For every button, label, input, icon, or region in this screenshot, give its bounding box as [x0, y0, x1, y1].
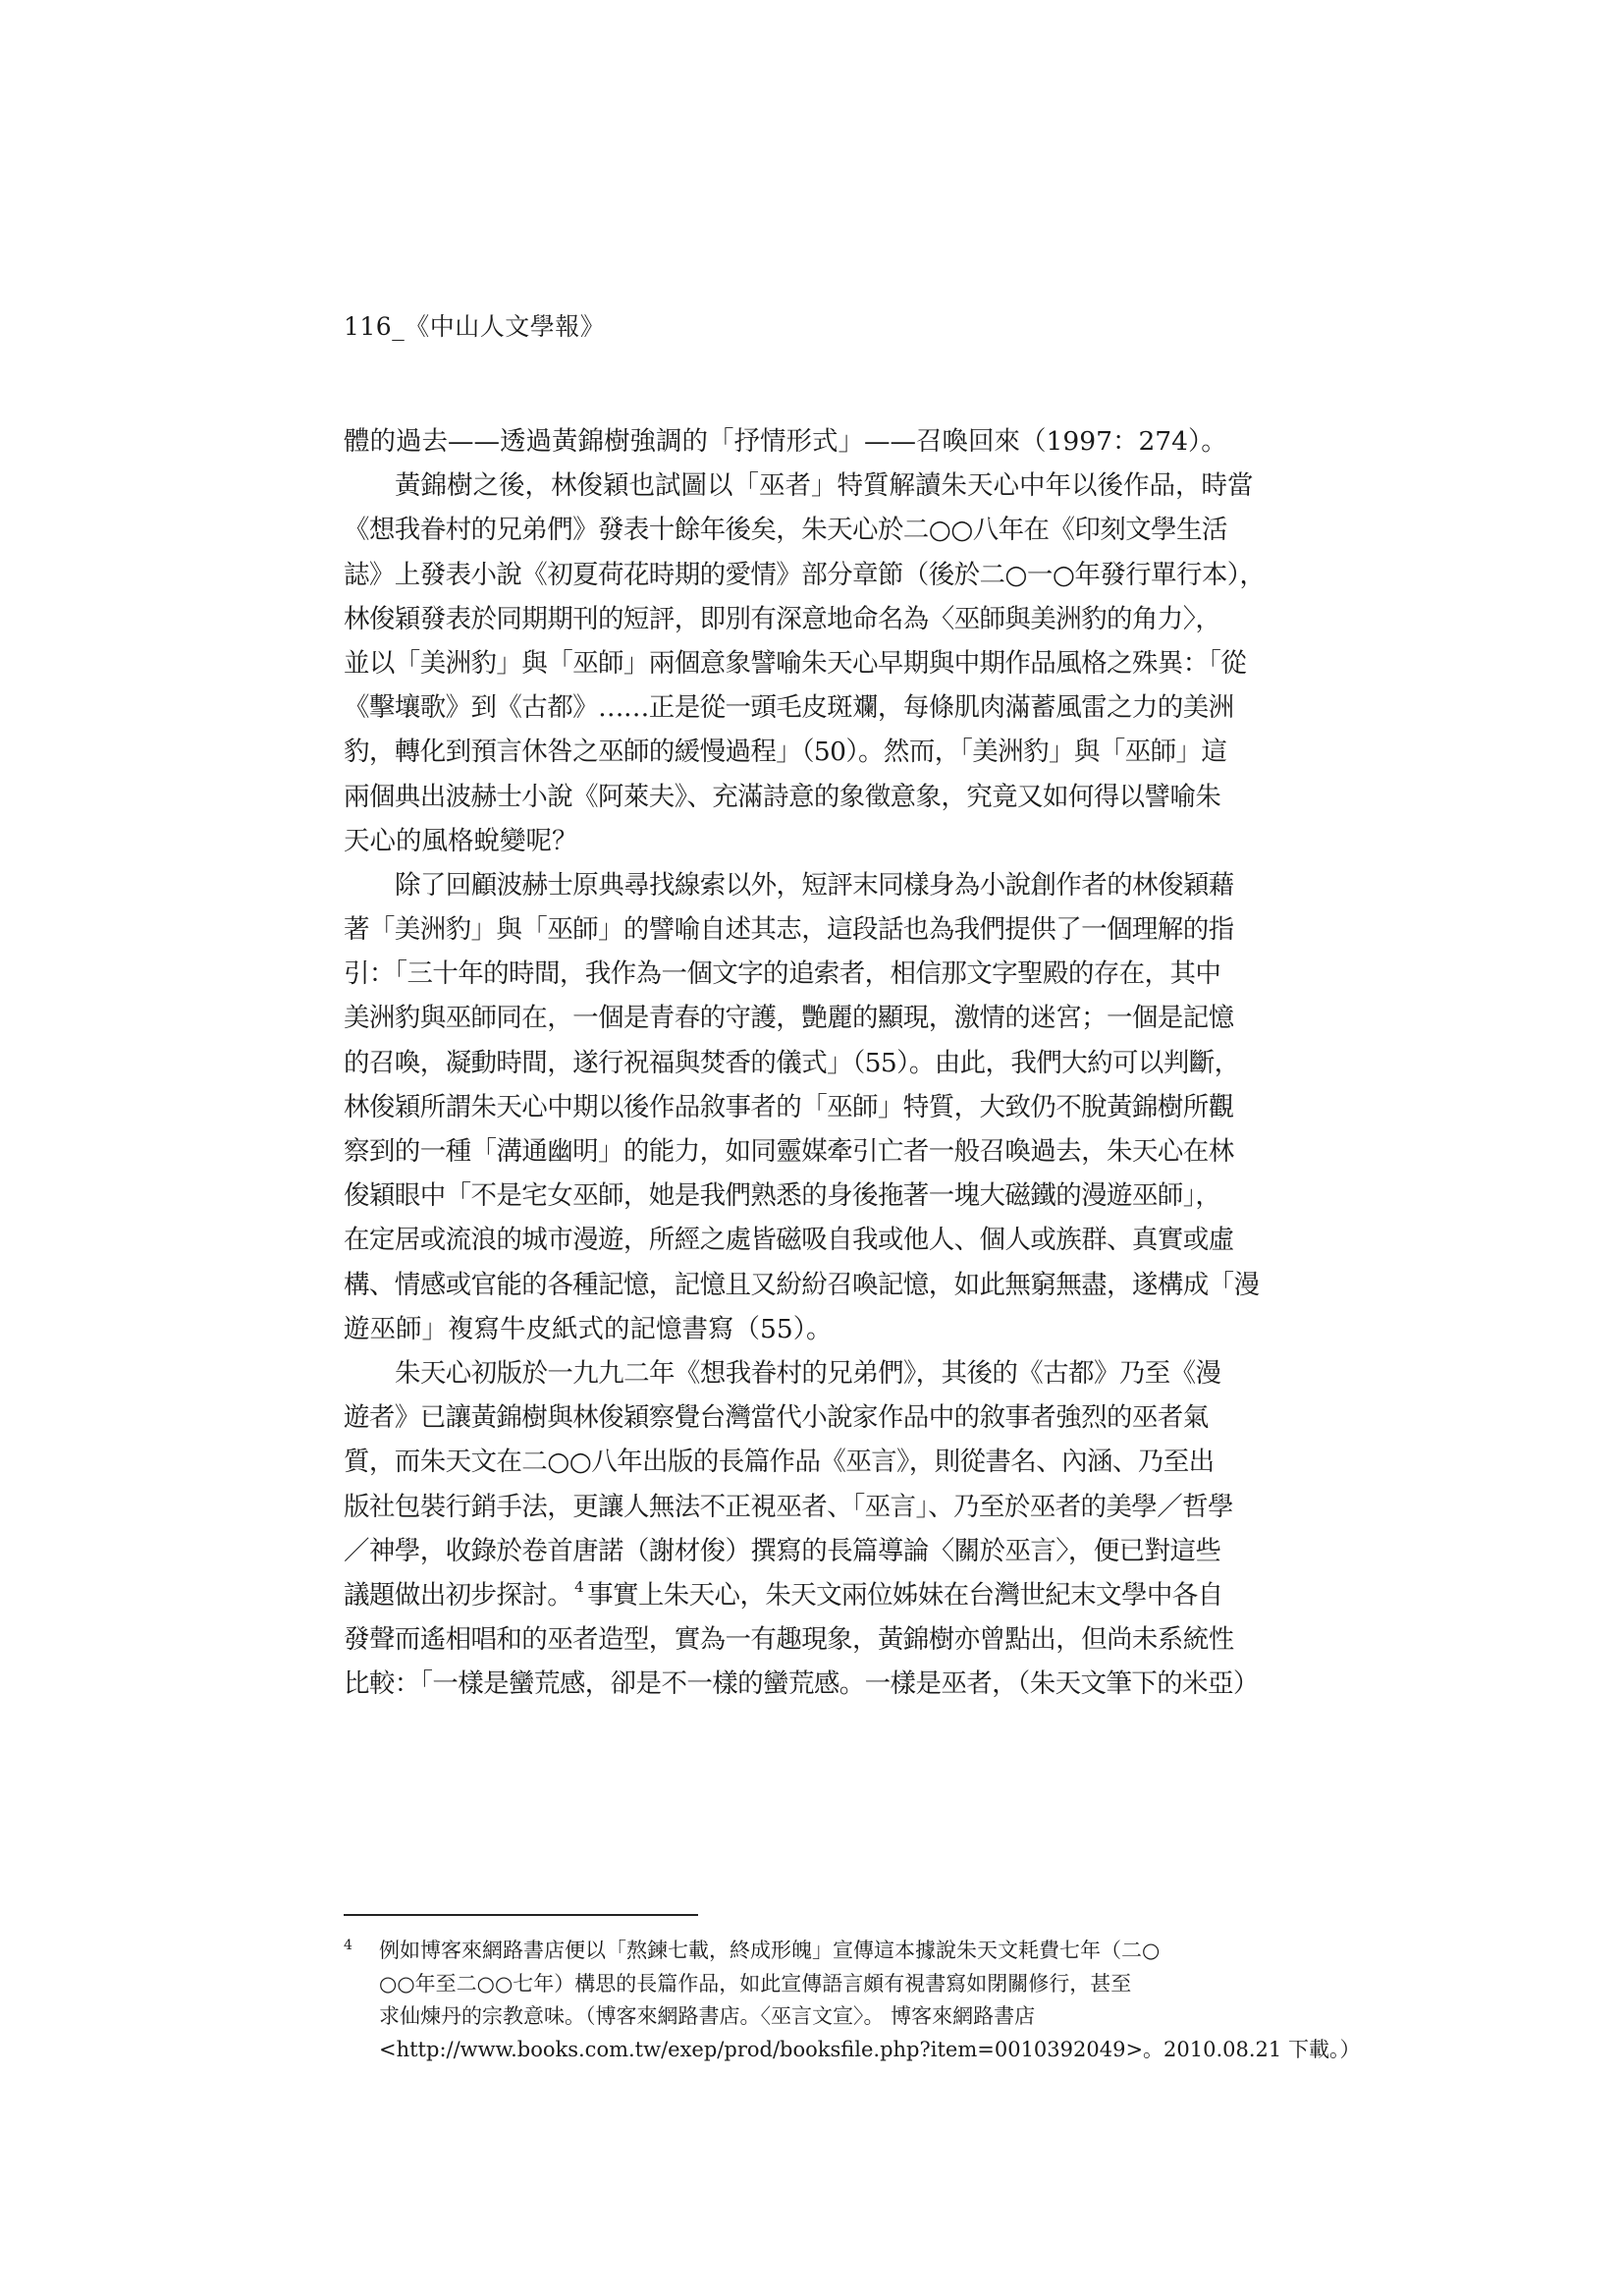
footnote-text: 例如博客來網路書店便以「熬鍊七載，終成形魄」宣傳這本據說朱天文耗費七年（二○: [379, 1939, 1161, 1962]
body-line: 豹，轉化到預言休咎之巫師的緩慢過程」（50）。然而，「美洲豹」與「巫師」這: [344, 737, 1227, 768]
body-line: 遊者》已讓黃錦樹與林俊穎察覺台灣當代小說家作品中的敘事者強烈的巫者氣: [344, 1402, 1209, 1434]
footnote-line: 4 例如博客來網路書店便以「熬鍊七載，終成形魄」宣傳這本據說朱天文耗費七年（二○: [344, 1938, 1161, 1962]
footnote-line: 求仙煉丹的宗教意味。（博客來網路書店。〈巫言文宣〉。 博客來網路書店: [379, 2004, 1036, 2028]
paragraph-start-line: 除了回顧波赫士原典尋找線索以外，短評末同樣身為小說創作者的林俊穎藉: [395, 869, 1234, 901]
body-line: 比較：「一樣是蠻荒感，卻是不一樣的蠻荒感。一樣是巫者，（朱天文筆下的米亞）: [344, 1668, 1259, 1700]
body-text: [344, 419, 1290, 1706]
body-line: 版社包裝行銷手法，更讓人無法不正視巫者、「巫言」、乃至於巫者的美學／哲學: [344, 1491, 1233, 1522]
body-line: 林俊穎所謂朱天心中期以後作品敘事者的「巫師」特質，大致仍不脫黃錦樹所觀: [344, 1091, 1234, 1122]
body-line-segment: 事實上朱天心，朱天文兩位姊妹在台灣世紀末文學中各自: [587, 1579, 1223, 1611]
body-line: 著「美洲豹」與「巫師」的譬喻自述其志，這段話也為我們提供了一個理解的指: [344, 914, 1234, 946]
body-line: 並以「美洲豹」與「巫師」兩個意象譬喻朱天心早期與中期作品風格之殊異：「從: [344, 647, 1247, 679]
footnote-separator: [344, 1914, 698, 1916]
body-line: 俊穎眼中「不是宅女巫師，她是我們熟悉的身後拖著一塊大磁鐵的漫遊巫師」，: [344, 1180, 1221, 1212]
body-line: ／神學，收錄於卷首唐諾（謝材俊）撰寫的長篇導論〈關於巫言〉，便已對這些: [344, 1535, 1221, 1566]
footnote-block: [344, 1935, 1361, 2066]
body-line: 質，而朱天文在二○○八年出版的長篇作品《巫言》，則從書名、內涵、乃至出: [344, 1447, 1215, 1478]
body-line: 引：「三十年的時間，我作為一個文字的追索者，相信那文字聖殿的存在，其中: [344, 958, 1221, 990]
body-line: 構、情感或官能的各種記憶，記憶且又紛紛召喚記憶，如此無窮無盡，遂構成「漫: [344, 1269, 1260, 1300]
footnote-line: ○○年至二○○七年）構思的長篇作品，如此宣傳語言頗有視書寫如閉關修行，甚至: [379, 1971, 1132, 1995]
body-line: 遊巫師」複寫牛皮紙式的記憶書寫（55）。: [344, 1313, 833, 1344]
body-line: 體的過去——透過黃錦樹強調的「抒情形式」——召喚回來（1997：274）。: [344, 426, 1227, 457]
body-line-with-footnote-ref: [344, 1573, 1290, 1617]
paragraph-start-line: 黃錦樹之後，林俊穎也試圖以「巫者」特質解讀朱天心中年以後作品，時當: [395, 470, 1254, 502]
body-line: 察到的一種「溝通幽明」的能力，如同靈媒牽引亡者一般召喚過去，朱天心在林: [344, 1136, 1234, 1167]
body-line: 誌》上發表小說《初夏荷花時期的愛情》部分章節（後於二○一○年發行單行本），: [344, 559, 1266, 590]
body-line: 《想我眷村的兄弟們》發表十餘年後矣，朱天心於二○○八年在《印刻文學生活: [344, 515, 1227, 546]
body-line: 發聲而遙相唱和的巫者造型，實為一有趣現象，黃錦樹亦曾點出，但尚未系統性: [344, 1624, 1234, 1656]
running-head: 116_《中山人文學報》: [344, 312, 606, 341]
body-line: 天心的風格蛻變呢？: [344, 825, 578, 856]
body-line: 兩個典出波赫士小說《阿萊夫》、充滿詩意的象徵意象，究竟又如何得以譬喻朱: [344, 781, 1221, 812]
body-line: 在定居或流浪的城市漫遊，所經之處皆磁吸自我或他人、個人或族群、真實或虛: [344, 1225, 1234, 1256]
body-line-segment: 議題做出初步探討。: [344, 1579, 573, 1611]
body-line: 的召喚，凝動時間，遂行祝福與焚香的儀式」（55）。由此，我們大約可以判斷，: [344, 1047, 1240, 1078]
footnote-reference[interactable]: 4: [574, 1577, 584, 1596]
body-line: 林俊穎發表於同期期刊的短評，即別有深意地命名為〈巫師與美洲豹的角力〉，: [344, 603, 1221, 634]
body-line: 美洲豹與巫師同在，一個是青春的守護，艷麗的顯現，激情的迷宮；一個是記憶: [344, 1003, 1234, 1034]
footnote-url-line: <http://www.books.com.tw/exep/prod/booksfile.php?item=0010392049>。2010.08.21 下載。）: [379, 2037, 1361, 2061]
body-line: 《擊壤歌》到《古都》……正是從一頭毛皮斑斕，每條肌肉滿蓄風雷之力的美洲: [344, 692, 1234, 724]
paragraph-start-line: 朱天心初版於一九九二年《想我眷村的兄弟們》，其後的《古都》乃至《漫: [395, 1357, 1221, 1389]
